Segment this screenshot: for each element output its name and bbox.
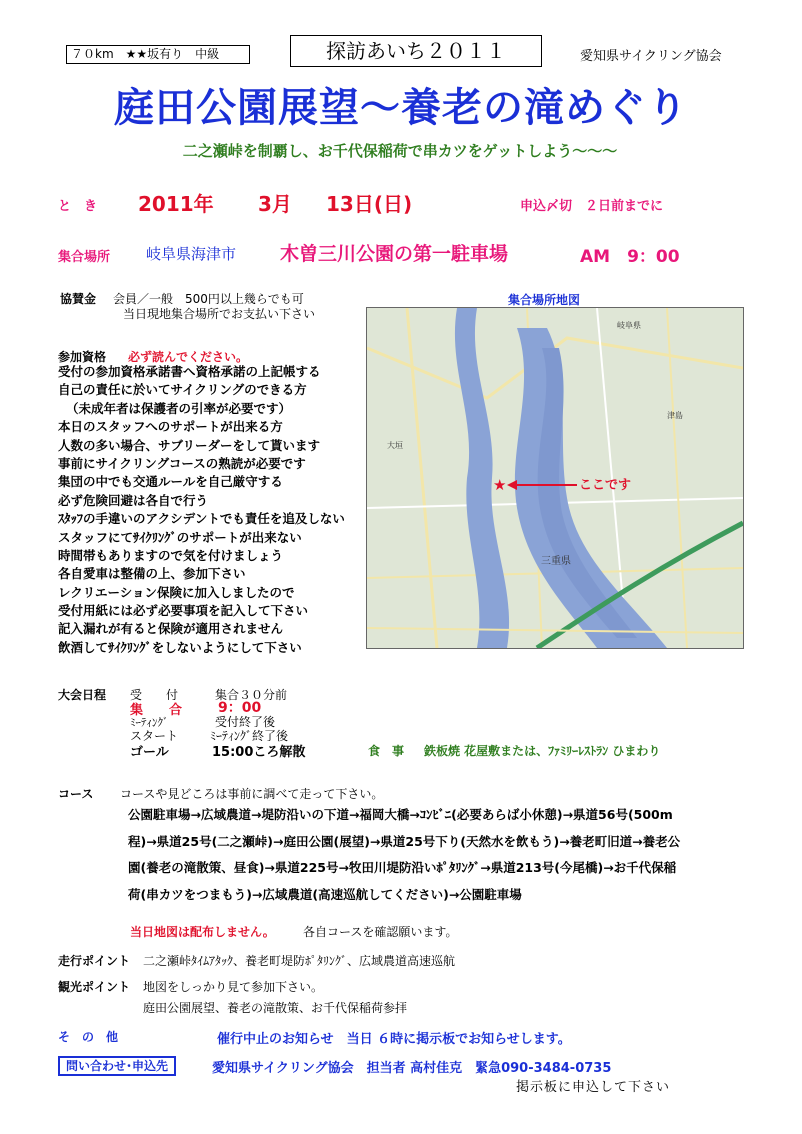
schedule-time-3: ﾐｰﾃｨﾝｸﾞ終了後 (210, 729, 289, 743)
page-title: 庭田公園展望〜養老の滝めぐり (114, 85, 688, 131)
course-intro: コースや見どころは事前に調べて走って下さい。 (120, 787, 384, 801)
date-month: 3月 (258, 192, 292, 216)
map-prefecture-label: 三重県 (541, 556, 571, 567)
list-item: スタッフにてｻｲｸﾘﾝｸﾞのサポートが出来ない (58, 529, 302, 545)
list-item: 受付の参加資格承諾書へ資格承諾の上記帳する (58, 364, 321, 379)
series-title: 探訪あいち２０１１ (290, 35, 542, 67)
list-item: 必ず危険回避は各自で行う (58, 492, 209, 508)
list-item: （未成年者は保護者の引率が必要です） (66, 400, 292, 416)
course-line: 程)→県道25号(二之瀬峠)→庭田公園(展望)→県道25号下り(天然水を飲もう)→養老町旧道→養老公 (128, 833, 681, 849)
list-item: 集団の中でも交通ルールを自己厳守する (58, 474, 283, 490)
other-label: そ の 他 (58, 1030, 119, 1044)
list-item: 人数の多い場合、サブリーダーをして貰います (58, 437, 321, 453)
list-item: レクリエーション保険に加入しましたので (58, 584, 295, 600)
schedule-name-1: 集 合 (130, 703, 183, 718)
list-item: 飲酒してｻｲｸﾘﾝｸﾞをしないようにして下さい (58, 639, 302, 655)
svg-text:津島: 津島 (667, 411, 683, 420)
meeting-place: 木曽三川公園の第一駐車場 (280, 243, 509, 265)
run-point-label: 走行ポイント (58, 954, 131, 968)
course-note-red: 当日地図は配布しません。 (130, 925, 275, 939)
date-day: 13日(日) (326, 192, 413, 216)
meeting-map[interactable] (366, 307, 744, 649)
fee-label: 協賛金 (60, 292, 97, 306)
run-point-text: 二之瀬峠ﾀｲﾑｱﾀｯｸ、養老町堤防ﾎﾟﾀﾘﾝｸﾞ、広域農道高速巡航 (143, 954, 456, 968)
fee-line1: 会員／一般 500円以上幾らでも可 (113, 292, 304, 306)
course-note: 各自コースを確認願います。 (303, 925, 458, 939)
view-point-label: 観光ポイント (58, 980, 131, 994)
course-line: 公園駐車場→広域農道→堤防沿いの下道→福岡大橋→ｺﾝﾋﾞﾆ(必要あらば小休憩)→県道56号(500m (128, 807, 673, 822)
schedule-name-0: 受 付 (130, 688, 179, 702)
marker-label: ここです (579, 478, 632, 493)
list-item: 本日のスタッフへのサポートが出来る方 (58, 419, 283, 435)
marker-star-icon: ★ (493, 476, 507, 494)
meal-label: 食 事 (368, 744, 405, 758)
meal-text: 鉄板焼 花屋敷または、ﾌｧﾐﾘｰﾚｽﾄﾗﾝ ひまわり (424, 744, 661, 758)
marker-arrow-icon (507, 478, 577, 492)
contact-label: 問い合わせ･申込先 (58, 1056, 176, 1076)
meeting-time: AM 9：00 (580, 247, 680, 267)
meeting-city: 岐阜県海津市 (146, 245, 237, 263)
schedule-name-2: ﾐｰﾃｨﾝｸﾞ (130, 716, 169, 729)
contact-text: 愛知県サイクリング協会 担当者 高村佳克 緊急090-3484-0735 (212, 1061, 612, 1076)
course-route (128, 802, 680, 908)
list-item: 受付用紙には必ず必要事項を記入して下さい (58, 603, 309, 619)
organizer: 愛知県サイクリング協会 (580, 49, 722, 64)
course-label: コース (58, 787, 94, 801)
meeting-label: 集合場所 (58, 250, 111, 265)
course-line: 園(養老の滝散策、昼食)→県道225号→牧田川堤防沿いﾎﾟﾀﾘﾝｸﾞ→県道213号(今尾橋)→お千代保稲 (128, 860, 677, 875)
list-item: 自己の責任に於いてサイクリングのできる方 (58, 382, 307, 398)
date-year: 2011年 (138, 192, 214, 216)
deadline: 申込〆切 ２日前までに (520, 199, 664, 214)
other-text: 催行中止のお知らせ 当日 ６時に掲示板でお知らせします。 (217, 1032, 571, 1047)
schedule-time-4: 15:00ころ解散 (212, 745, 306, 760)
list-item: 各自愛車は整備の上、参加下さい (58, 566, 246, 582)
svg-text:岐阜県: 岐阜県 (617, 321, 641, 330)
list-item: 時間帯もありますので気を付けましょう (58, 547, 284, 563)
qualification-label: 参加資格 (58, 350, 107, 364)
schedule-label: 大会日程 (58, 688, 107, 702)
schedule-time-0: 集合３０分前 (215, 688, 288, 702)
schedule-time-1: 9：00 (218, 700, 262, 716)
list-item: 事前にサイクリングコースの熟読が必要です (58, 455, 306, 471)
course-line: 荷(串カツをつまもう)→広域農道(高速巡航してください)→公園駐車場 (128, 886, 522, 902)
level-box: ７０km ★★坂有り 中級 (66, 45, 250, 64)
view-point-line2: 庭田公園展望、養老の滝散策、お千代保稲荷参拝 (143, 1001, 408, 1015)
schedule-name-4: ゴール (130, 745, 169, 760)
schedule-time-2: 受付終了後 (215, 715, 276, 729)
schedule-name-3: スタート (130, 729, 179, 743)
list-item: ｽﾀｯﾌの手違いのアクシデントでも責任を追及しない (58, 511, 345, 527)
date-label: と き (58, 199, 98, 214)
fee-line2: 当日現地集合場所でお支払い下さい (123, 307, 316, 321)
view-point-line1: 地図をしっかり見て参加下さい。 (143, 980, 324, 994)
subtitle: 二之瀬峠を制覇し、お千代保稲荷で串カツをゲットしよう〜〜〜 (182, 142, 618, 160)
qualification-list (58, 363, 345, 657)
list-item: 記入漏れが有ると保険が適用されません (58, 621, 284, 637)
svg-text:大垣: 大垣 (387, 441, 403, 450)
map-title: 集合場所地図 (508, 293, 581, 307)
contact-footer: 掲示板に申込して下さい (516, 1080, 671, 1095)
qualification-must: 必ず読んでください。 (128, 350, 249, 364)
